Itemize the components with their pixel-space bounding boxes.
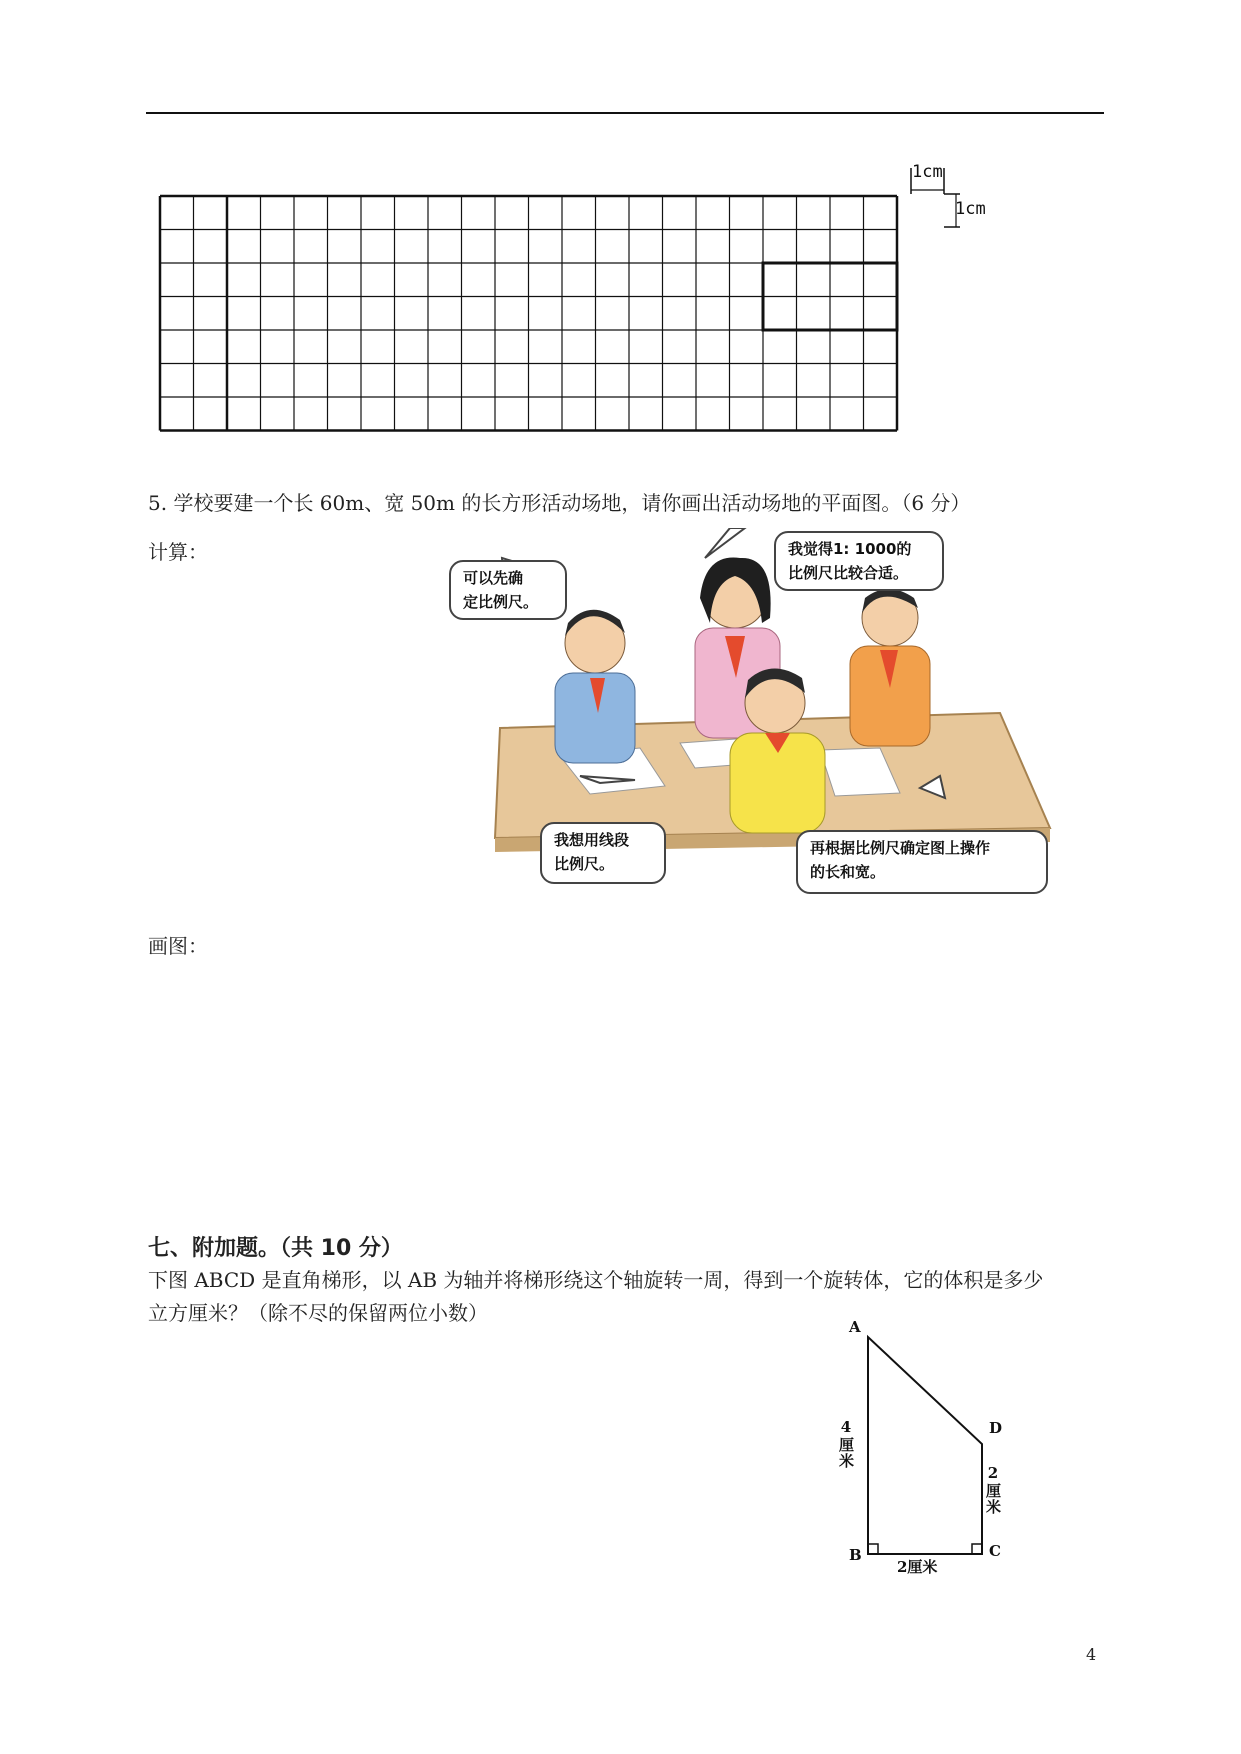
page-number: 4 bbox=[1086, 1645, 1097, 1664]
speech-bubble-top-right bbox=[774, 531, 944, 591]
vertex-d-label: D bbox=[989, 1419, 1003, 1437]
vertex-a-label: A bbox=[849, 1318, 861, 1336]
bubble-line: 我想用线段 bbox=[554, 831, 630, 849]
bubble-line: 比例尺比较合适。 bbox=[788, 564, 909, 582]
side-bc-label: 2厘米 bbox=[897, 1558, 938, 1576]
header-rule bbox=[146, 112, 1104, 114]
speech-bubble-top-left bbox=[449, 560, 567, 620]
draw-label: 画图： bbox=[148, 934, 208, 958]
bubble-line: 比例尺。 bbox=[554, 855, 615, 873]
calc-label: 计算： bbox=[148, 540, 208, 564]
vertex-c-label: C bbox=[989, 1542, 1001, 1560]
bubble-line: 定比例尺。 bbox=[463, 593, 539, 611]
bubble-line: 我觉得1: 1000的 bbox=[788, 540, 912, 558]
section-7-line-1: 下图 ABCD 是直角梯形，以 AB 为轴并将梯形绕这个轴旋转一周，得到一个旋转体，它的体积是多少 bbox=[148, 1268, 1044, 1292]
side-cd-label: 2厘米 bbox=[984, 1464, 1002, 1515]
speech-bubble-bottom-left bbox=[540, 822, 666, 884]
bubble-line: 可以先确 bbox=[463, 569, 524, 587]
grid-svg bbox=[158, 194, 958, 464]
side-ab-label: 4厘米 bbox=[837, 1418, 855, 1469]
speech-bubble-bottom-right bbox=[796, 830, 1048, 894]
bubble-line: 再根据比例尺确定图上操作 bbox=[810, 839, 991, 857]
section-7-title: 七、附加题。（共 10 分） bbox=[148, 1236, 403, 1261]
square-grid bbox=[158, 194, 958, 468]
unit-label-horizontal: 1cm bbox=[912, 162, 943, 182]
unit-label-vertical: 1cm bbox=[955, 199, 986, 219]
question-5-text: 5. 学校要建一个长 60m、宽 50m 的长方形活动场地，请你画出活动场地的平面图。（6 分） bbox=[148, 491, 971, 515]
bubble-line: 的长和宽。 bbox=[810, 863, 886, 881]
section-7-line-2: 立方厘米？（除不尽的保留两位小数） bbox=[148, 1301, 488, 1325]
right-trapezoid-diagram bbox=[837, 1320, 1010, 1580]
unit-markers bbox=[900, 160, 970, 230]
vertex-b-label: B bbox=[849, 1546, 862, 1564]
